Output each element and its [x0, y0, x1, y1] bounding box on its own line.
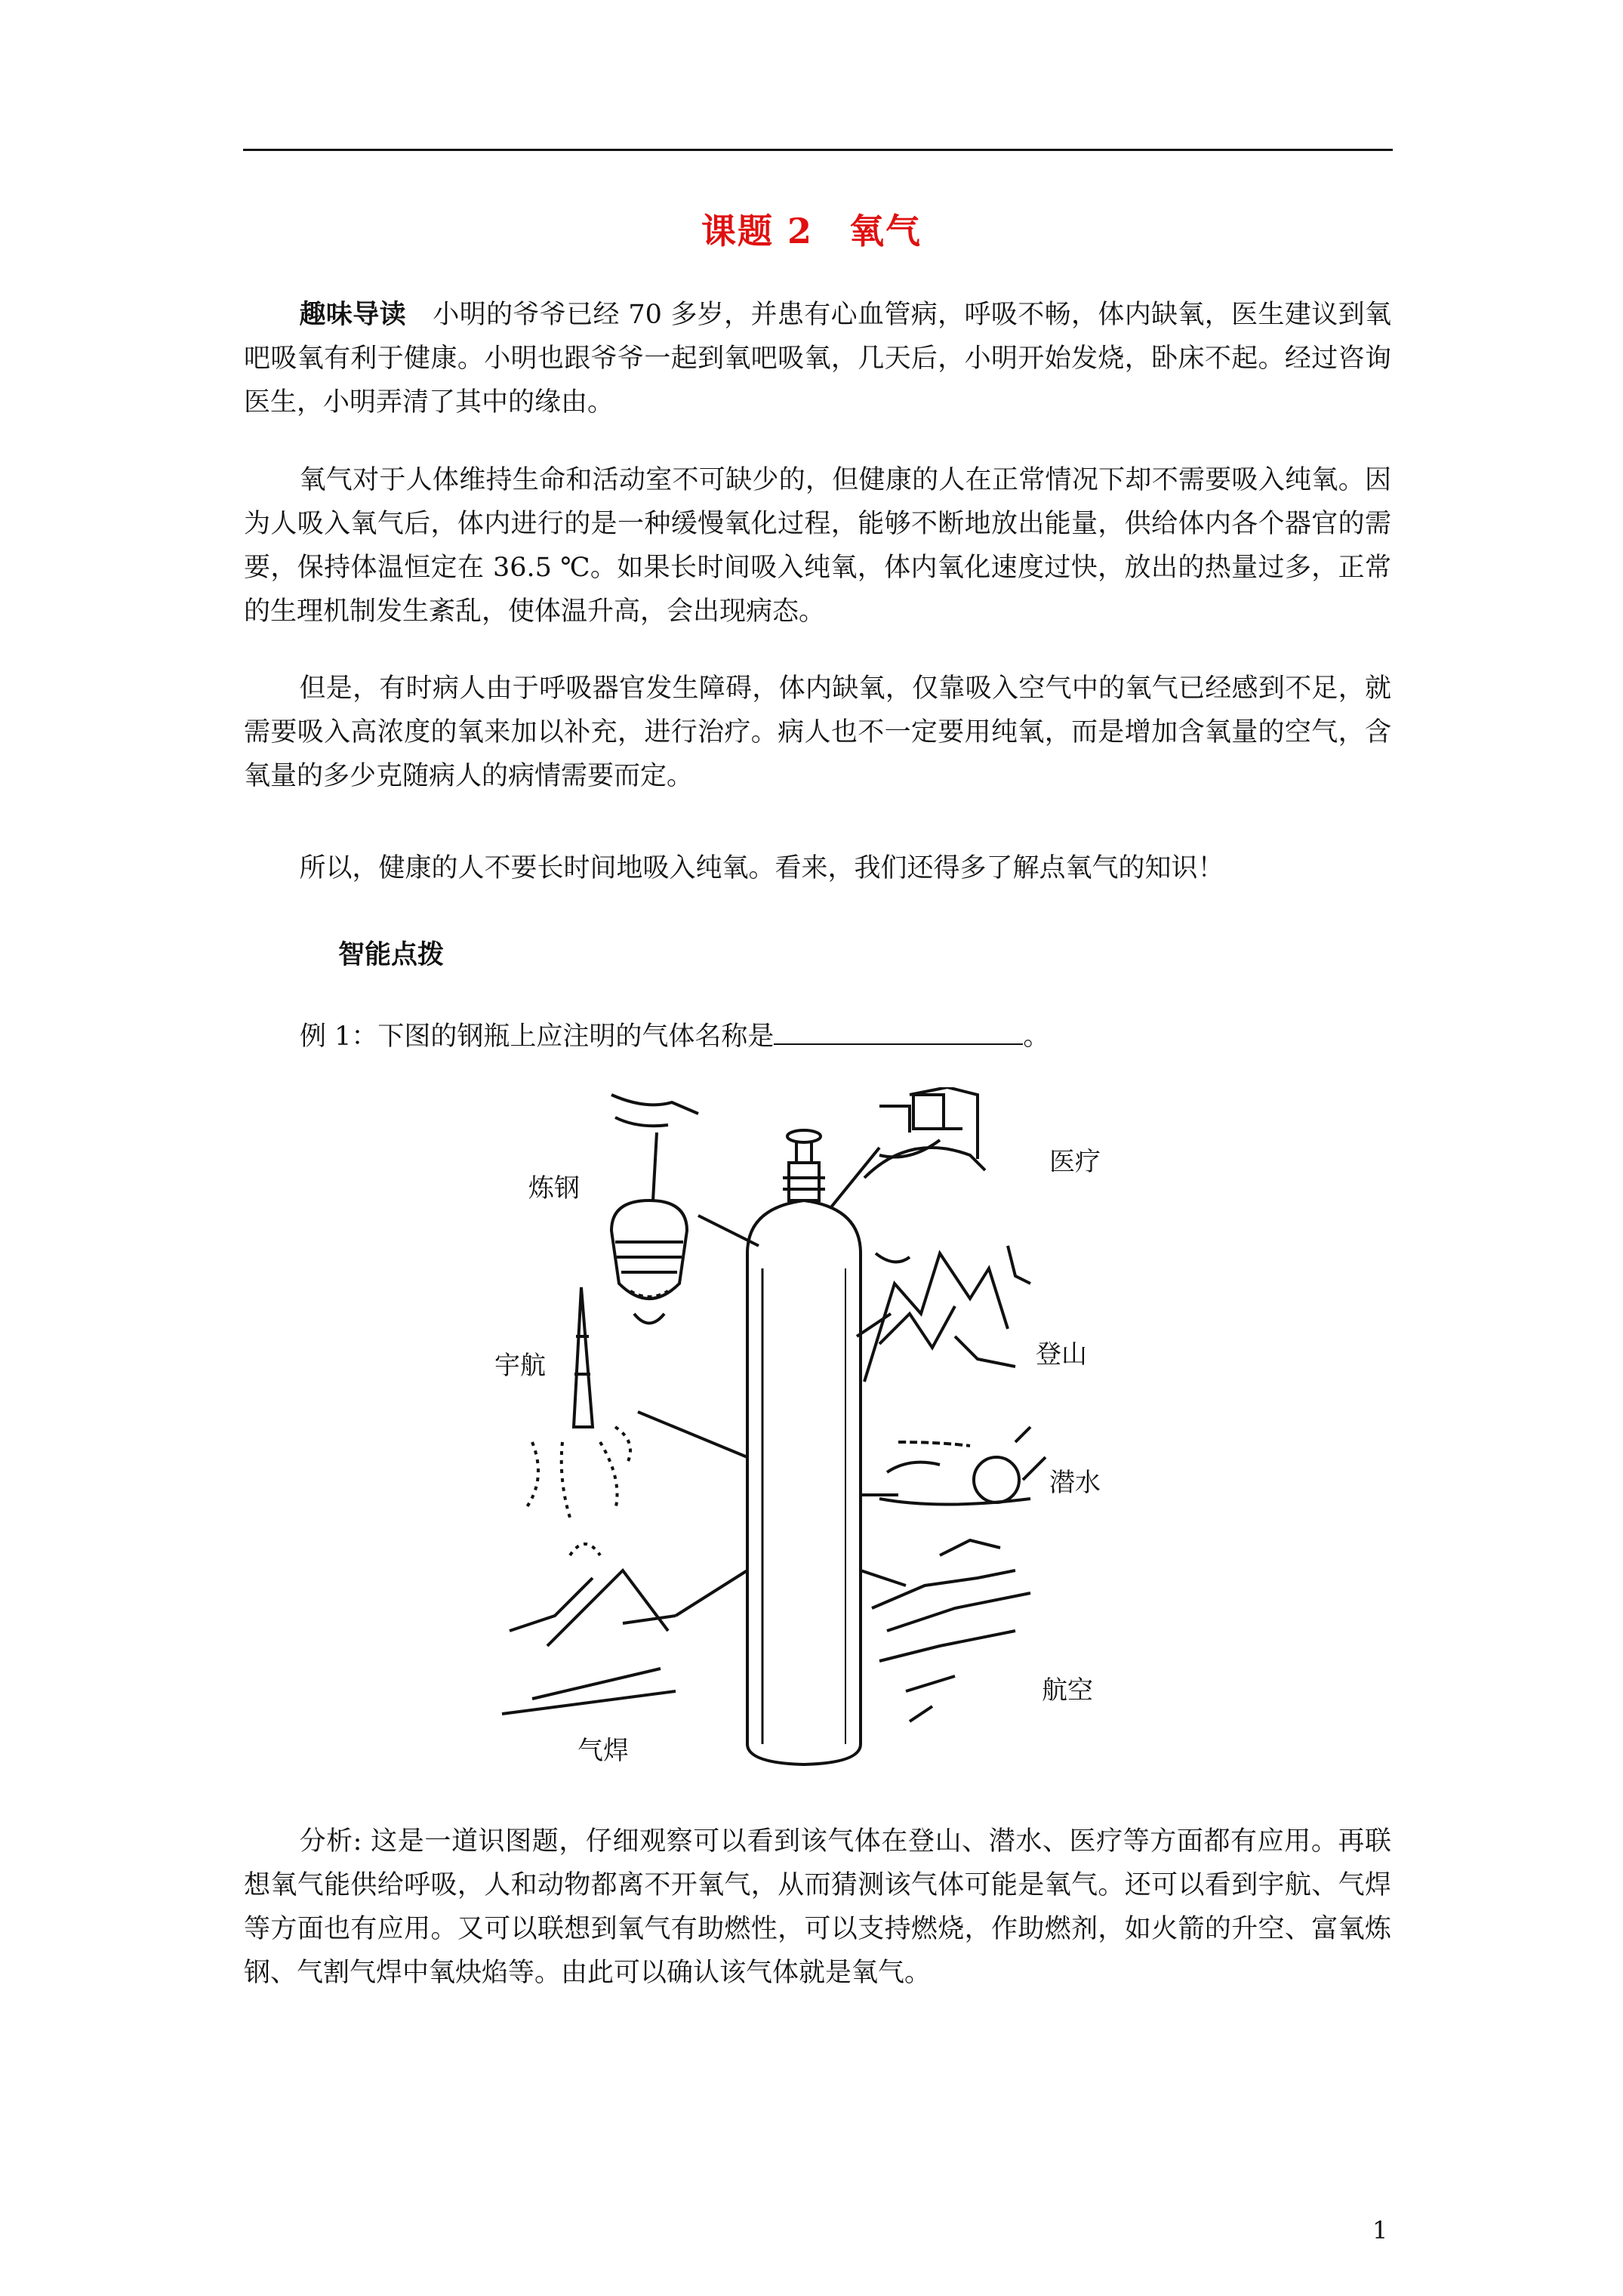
body-paragraph-2: 但是，有时病人由于呼吸器官发生障碍，体内缺氧，仅靠吸入空气中的氧气已经感到不足，就需要吸入高浓度的氧来加以补充，进行治疗。病人也不一定要用纯氧，而是增加含氧量的空气，含氧量的多少克随病人的病情需要而定。 — [244, 673, 1391, 791]
rocket-icon — [525, 1287, 630, 1518]
label-diving: 潜水 — [1049, 1468, 1101, 1498]
figure-svg — [487, 1087, 1181, 1789]
aviation-icon — [872, 1540, 1030, 1721]
arrow-medical — [830, 1148, 879, 1208]
label-aviation: 航空 — [1042, 1675, 1093, 1706]
example-prefix: 例 1：下图的钢瓶上应注明的气体名称是 — [300, 1022, 775, 1052]
oxygen-cylinder-icon — [747, 1130, 861, 1764]
gas-welding-icon — [502, 1544, 676, 1714]
intro-label: 趣味导读 — [299, 299, 406, 330]
analysis-paragraph: 分析: 这是一道识图题，仔细观察可以看到该气体在登山、潜水、医疗等方面都有应用。再联想氧气能供给呼吸，人和动物都离不开氧气，从而猜测该气体可能是氧气。还可以看到宇航、气焊等方面也有应用。又可以联想到氧气有助燃性，可以支持燃烧，作助燃剂，如火箭的升空、富氧炼钢、气割气焊中氧炔焰等。由此可以确认该气体就是氧气。 — [244, 1826, 1391, 1988]
label-medical: 医疗 — [1049, 1147, 1101, 1177]
oxygen-uses-figure — [487, 1087, 1181, 1789]
body-paragraph-1: 氧气对于人体维持生命和活动室不可缺少的，但健康的人在正常情况下却不需要吸入纯氧。因为人吸入氧气后，体内进行的是一种缓慢氧化过程，能够不断地放出能量，供给体内各个器官的需要，保持体温恒定在 36.5 ℃。如果长时间吸入纯氧，体内氧化速度过快，放出的热量过多，正常的生理机制发生紊乱，使体温升高，会出现病态。 — [244, 465, 1391, 627]
arrow-welding — [676, 1570, 747, 1616]
steelmaking-ladle-icon — [611, 1095, 698, 1324]
arrow-space — [638, 1412, 747, 1457]
label-climbing: 登山 — [1036, 1339, 1087, 1370]
page-title: 课题 2 氧气 — [701, 211, 922, 251]
section-heading: 智能点拨 — [338, 939, 445, 970]
example-suffix: 。 — [1023, 1022, 1050, 1052]
medical-equipment-icon — [864, 1087, 985, 1178]
example-question — [300, 1015, 1387, 1059]
diver-icon — [879, 1427, 1046, 1505]
intro-paragraph — [244, 293, 1391, 424]
intro-text: 小明的爷爷已经 70 多岁，并患有心血管病，呼吸不畅，体内缺氧，医生建议到氧吧吸氧有利于健康。小明也跟爷爷一起到氧吧吸氧，几天后，小明开始发烧，卧床不起。经过咨询医生，小明弄清了其中的缘由。 — [244, 300, 1391, 418]
header-rule — [243, 149, 1393, 151]
page-number: 1 — [1372, 2216, 1388, 2245]
body-paragraph-3: 所以，健康的人不要长时间地吸入纯氧。看来，我们还得多了解点氧气的知识！ — [299, 853, 1224, 883]
answer-blank[interactable] — [774, 1021, 1023, 1045]
arrow-steel — [698, 1216, 759, 1246]
label-steel: 炼钢 — [528, 1173, 580, 1203]
label-welding: 气焊 — [577, 1736, 629, 1766]
arrow-aviation — [861, 1570, 906, 1586]
label-space: 宇航 — [494, 1351, 546, 1381]
